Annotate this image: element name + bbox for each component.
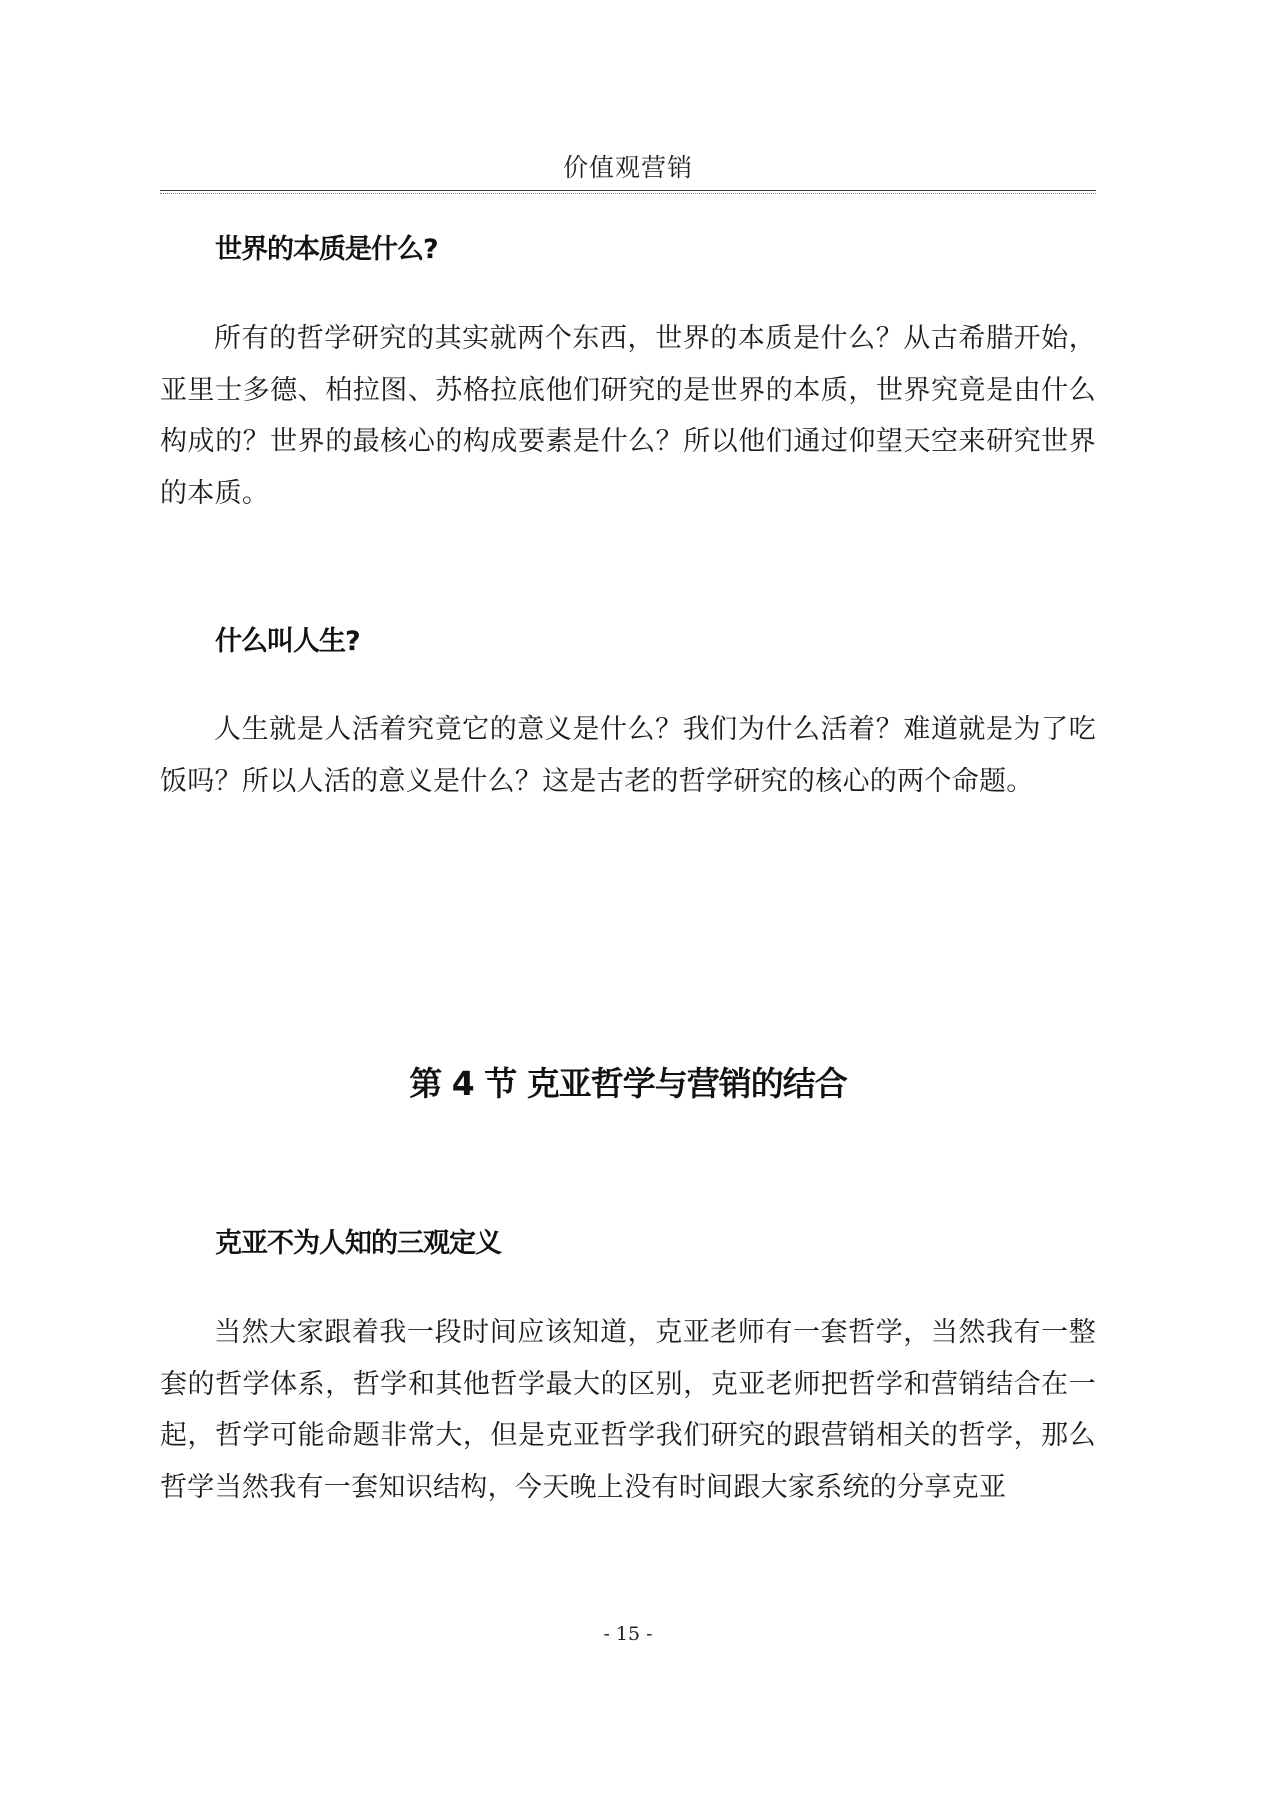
section-title: 第 4 节 克亚哲学与营销的结合 (409, 1064, 847, 1103)
heading-what-is-life: 什么叫人生? (215, 626, 360, 657)
paragraph-what-is-life: 人生就是人活着究竟它的意义是什么？我们为什么活着？难道就是为了吃饭吗？所以人活的意义是什么？这是古老的哲学研究的核心的两个命题。 (160, 714, 1096, 797)
header-rule (160, 190, 1096, 191)
paragraph-three-views: 当然大家跟着我一段时间应该知道，克亚老师有一套哲学，当然我有一整套的哲学体系，哲学和其他哲学最大的区别，克亚老师把哲学和营销结合在一起，哲学可能命题非常大，但是克亚哲学我们研究的跟营销相关的哲学，那么哲学当然我有一套知识结构，今天晚上没有时间跟大家系统的分享克亚 (160, 1317, 1096, 1503)
paragraph-world-essence: 所有的哲学研究的其实就两个东西，世界的本质是什么？从古希腊开始，亚里士多德、柏拉图、苏格拉底他们研究的是世界的本质，世界究竟是由什么构成的？世界的最核心的构成要素是什么？所以他们通过仰望天空来研究世界的本质。 (160, 323, 1096, 509)
heading-three-views: 克亚不为人知的三观定义 (215, 1228, 501, 1259)
header-rule-dotted (160, 193, 1096, 194)
running-header: 价值观营销 (562, 153, 693, 182)
page-number: - 15 - (603, 1623, 653, 1645)
heading-world-essence: 世界的本质是什么? (215, 234, 438, 265)
